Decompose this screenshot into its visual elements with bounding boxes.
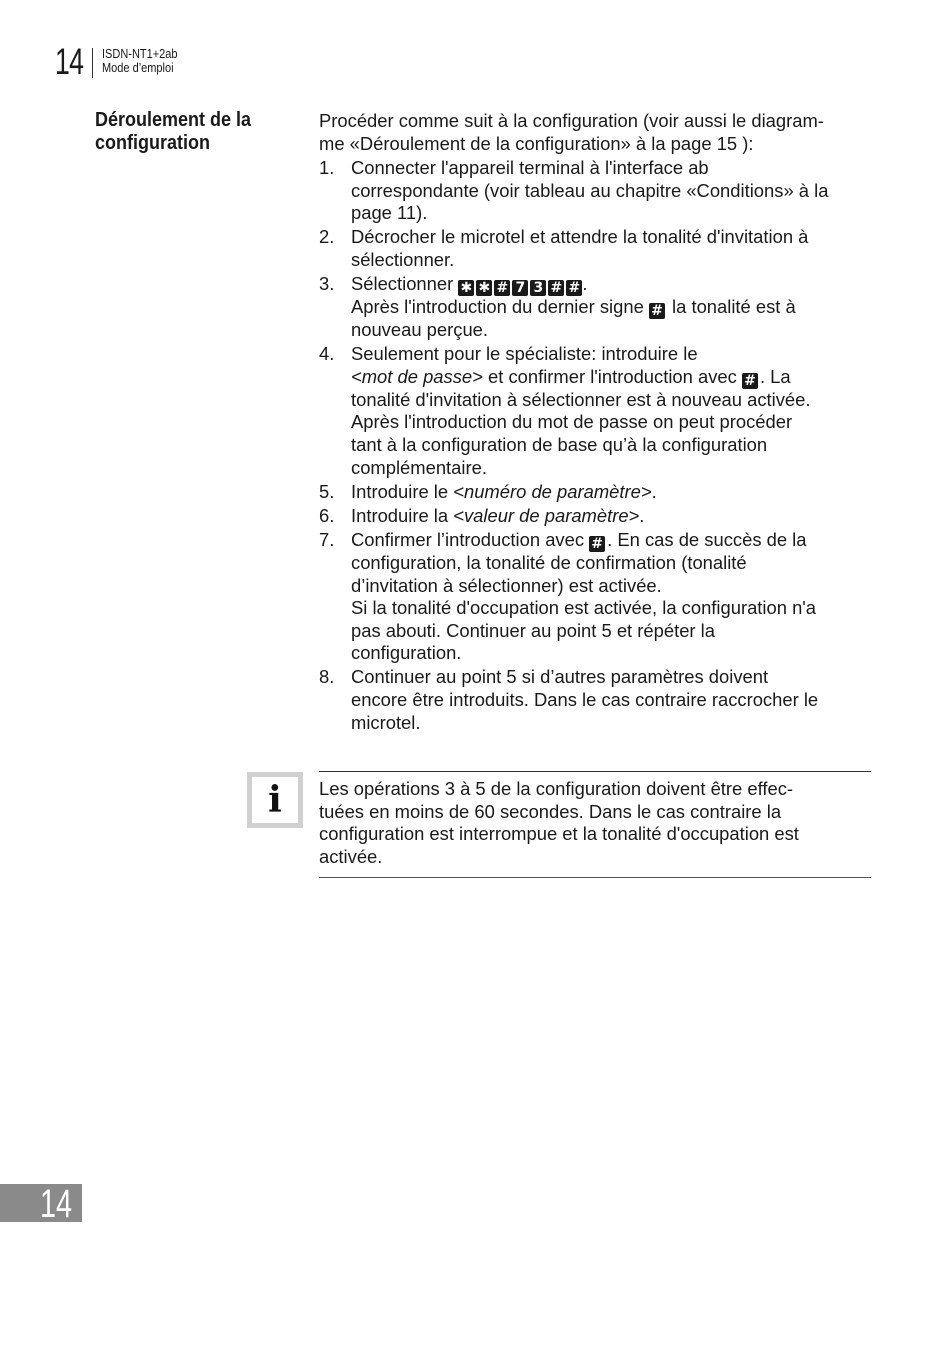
step-text — [351, 296, 875, 319]
step-text — [351, 366, 875, 389]
star-key-icon: ✱ — [476, 280, 492, 296]
list-item — [319, 273, 875, 342]
hash-key-icon: # — [494, 280, 510, 296]
step-text-part: . La — [759, 365, 791, 387]
step-text-part: Sélectionner — [351, 273, 459, 295]
page-number-tab — [0, 1182, 82, 1226]
step-text: d’invitation à sélectionner) est activée. — [351, 574, 662, 596]
hash-key-icon: # — [589, 536, 605, 552]
step-text: Décrocher le microtel et attendre la tonalité d'invitation à — [351, 226, 809, 248]
hash-key-icon: # — [742, 373, 758, 389]
intro-paragraph — [319, 110, 875, 155]
step-number: 7. — [319, 528, 335, 550]
step-text-part: Introduire le — [351, 480, 454, 502]
step-text-part: Après l'introduction du dernier signe — [351, 296, 649, 318]
intro-line: Procéder comme suit à la configuration (voir aussi le diagram- — [319, 110, 824, 131]
step-text-part: . En cas de succès de la — [607, 528, 807, 550]
step-text: configuration. — [351, 642, 462, 664]
header-divider — [92, 48, 93, 78]
step-text: pas abouti. Continuer au point 5 et répéter la — [351, 619, 715, 641]
step-text: microtel. — [351, 711, 421, 733]
list-item — [319, 505, 875, 528]
step-text-part: et confirmer l'introduction avec — [482, 365, 742, 387]
step-text — [351, 273, 875, 296]
step-text: correspondante (voir tableau au chapitre «Conditions» à la — [351, 179, 829, 201]
list-item — [319, 481, 875, 504]
step-number: 8. — [319, 666, 335, 688]
step-number: 1. — [319, 157, 335, 179]
info-note — [319, 771, 871, 878]
step-text: Si la tonalité d'occupation est activée, la configuration n'a — [351, 597, 817, 619]
list-item — [319, 343, 875, 479]
step-text-part: . — [582, 273, 588, 295]
header-title-block — [102, 44, 178, 75]
step-number: 6. — [319, 504, 335, 526]
list-item — [319, 157, 875, 225]
list-item — [319, 226, 875, 271]
hash-key-icon: # — [649, 303, 665, 319]
step-text: encore être introduits. Dans le cas contraire raccrocher le — [351, 688, 819, 710]
parameter-placeholder: <numéro de paramètre> — [453, 480, 652, 502]
note-text: configuration est interrompue et la tonalité d'occupation est — [319, 823, 799, 845]
step-text-part: la tonalité est à — [666, 296, 796, 318]
header-doc-title: ISDN-NT1+2ab — [102, 47, 178, 61]
step-text: configuration, la tonalité de confirmation (tonalité — [351, 551, 747, 573]
header-page-number: 14 — [55, 41, 84, 82]
step-text: nouveau perçue. — [351, 319, 489, 341]
section-heading-line: Déroulement de la — [95, 109, 252, 131]
step-text: Continuer au point 5 si d’autres paramètres doivent — [351, 666, 769, 688]
step-text — [351, 529, 875, 552]
main-content — [319, 110, 875, 736]
hash-key-icon: # — [548, 280, 564, 296]
step-text: Connecter l'appareil terminal à l'interface ab — [351, 157, 709, 179]
step-text: complémentaire. — [351, 456, 487, 478]
intro-line: me «Déroulement de la configuration» à la page 15 ): — [319, 132, 754, 154]
step-text: Seulement pour le spécialiste: introduire le — [351, 343, 698, 365]
note-text: activée. — [319, 845, 383, 867]
digit-key-icon: 3 — [530, 280, 546, 296]
section-heading-line: configuration — [95, 132, 210, 154]
parameter-placeholder: <valeur de paramètre> — [453, 504, 640, 526]
step-text-part: Confirmer l’introduction avec — [351, 528, 590, 550]
digit-key-icon: 7 — [512, 280, 528, 296]
step-text-part: Introduire la — [351, 504, 454, 526]
info-icon — [247, 772, 303, 828]
list-item — [319, 666, 875, 734]
step-text: tant à la configuration de base qu’à la configuration — [351, 434, 768, 456]
step-text — [351, 505, 875, 528]
step-text-part: . — [639, 504, 645, 526]
note-text: tuées en moins de 60 secondes. Dans le cas contraire la — [319, 800, 782, 822]
step-number: 2. — [319, 226, 335, 248]
header-doc-subtitle: Mode d’emploi — [102, 61, 174, 75]
section-heading — [95, 109, 266, 155]
key-sequence — [458, 273, 582, 297]
step-number: 5. — [319, 480, 335, 502]
step-number: 3. — [319, 273, 335, 295]
hash-key-icon: # — [566, 280, 582, 296]
step-text: sélectionner. — [351, 249, 455, 271]
info-icon-glyph: i — [252, 777, 298, 823]
password-placeholder: <mot de passe> — [351, 365, 483, 387]
step-text-part: . — [651, 480, 657, 502]
star-key-icon: ✱ — [458, 280, 474, 296]
step-text: page 11). — [351, 202, 428, 224]
note-text: Les opérations 3 à 5 de la configuration doivent être effec- — [319, 778, 794, 799]
step-text: Après l'introduction du mot de passe on peut procéder — [351, 411, 793, 433]
step-text — [351, 481, 875, 504]
steps-list — [319, 157, 875, 734]
list-item — [319, 529, 875, 665]
step-number: 4. — [319, 343, 335, 365]
page-header — [55, 41, 188, 82]
page-number-tab-label: 14 — [40, 1182, 73, 1226]
step-text: tonalité d'invitation à sélectionner est à nouveau activée. — [351, 388, 811, 410]
